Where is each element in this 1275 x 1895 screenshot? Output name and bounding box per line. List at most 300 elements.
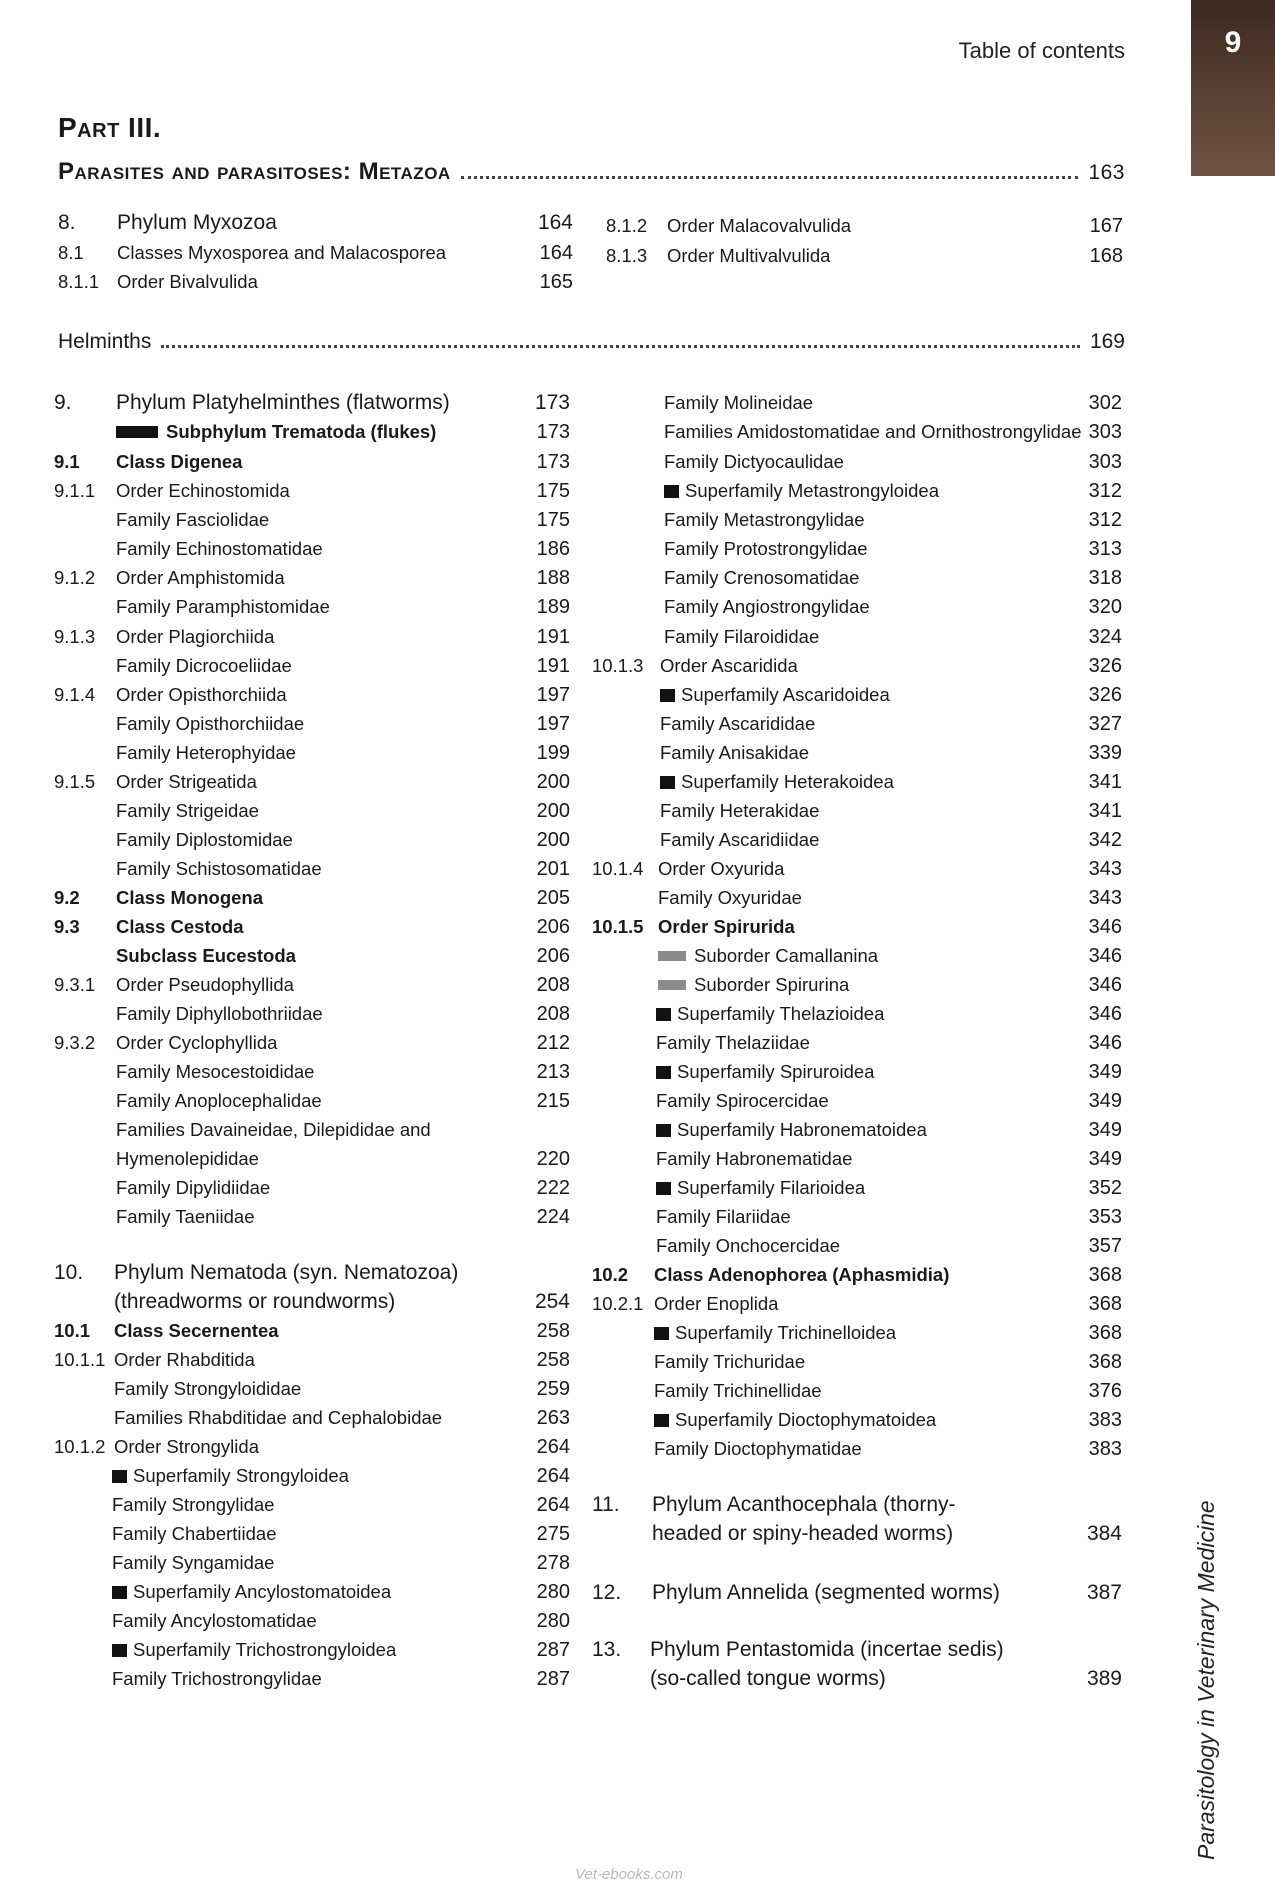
toc-entry <box>54 827 570 853</box>
entry-label-text: Family Mesocestoididae <box>116 1061 315 1082</box>
entry-page: 368 <box>1088 1264 1122 1286</box>
entry-page: 206 <box>536 916 570 938</box>
entry-label <box>664 390 813 416</box>
entry-label: Classes Myxosporea and Malacosporea <box>117 242 447 263</box>
toc-entry <box>592 594 1122 620</box>
entry-number: 10.1 <box>54 1320 91 1341</box>
entry-label <box>656 1146 852 1172</box>
entry-label-text: Family Chabertiidae <box>112 1523 277 1544</box>
entry-page: 280 <box>536 1610 570 1632</box>
toc-entry <box>54 565 570 591</box>
toc-entry <box>54 653 570 679</box>
entry-page: 313 <box>1088 538 1122 560</box>
toc-entry <box>54 1521 570 1547</box>
toc-entry <box>592 1030 1122 1056</box>
entry-label <box>114 1260 458 1286</box>
entry-page: 264 <box>536 1494 570 1516</box>
entry-label: Order Multivalvulida <box>667 245 831 266</box>
entry-page: 164 <box>537 211 573 234</box>
entry-label-text: (threadworms or roundworms) <box>114 1290 396 1313</box>
entry-label <box>116 449 242 475</box>
toc-entry <box>592 1291 1122 1317</box>
toc-entry <box>54 1289 570 1315</box>
entry-label-text: Subclass Eucestoda <box>116 945 296 966</box>
entry-number: 11. <box>592 1493 620 1516</box>
square-marker-icon <box>660 689 675 702</box>
entry-label <box>660 653 798 679</box>
entry-label-text: Order Amphistomida <box>116 567 285 588</box>
entry-label <box>656 1233 840 1259</box>
entry-page: 303 <box>1088 451 1122 473</box>
entry-label <box>116 914 244 940</box>
part-page: 163 <box>1088 161 1125 184</box>
toc-entry <box>54 1117 570 1143</box>
toc-entry <box>592 1407 1122 1433</box>
entry-label <box>116 682 287 708</box>
square-marker-icon <box>656 1066 671 1079</box>
spine-wrap <box>1190 1460 1230 1860</box>
toc-entry <box>54 1492 570 1518</box>
entry-page: 259 <box>536 1378 570 1400</box>
square-marker-icon <box>660 776 675 789</box>
toc-entry <box>54 1175 570 1201</box>
toc-entry <box>592 711 1122 737</box>
toc-entry <box>592 1666 1122 1692</box>
entry-label <box>116 1175 270 1201</box>
square-marker-icon <box>664 485 679 498</box>
toc-entry <box>592 1001 1122 1027</box>
toc-entry <box>54 507 570 533</box>
entry-label-text: Order Echinostomida <box>116 480 290 501</box>
entry-label <box>116 507 269 533</box>
entry-number: 13. <box>592 1638 622 1661</box>
entry-label <box>664 507 865 533</box>
entry-label-text: Family Onchocercidae <box>656 1235 841 1256</box>
entry-label <box>112 1521 277 1547</box>
toc-entry <box>592 769 1122 795</box>
entry-label-text: Family Angiostrongylidae <box>664 596 870 617</box>
entry-label-text: Superfamily Ancylostomatoidea <box>133 1581 392 1602</box>
entry-label <box>656 1030 810 1056</box>
entry-number: 10.1.4 <box>592 858 644 879</box>
entry-label-text: Superfamily Habronematoidea <box>677 1119 927 1140</box>
entry-page: 206 <box>536 945 570 967</box>
entry-label-text: Superfamily Metastrongyloidea <box>685 480 939 501</box>
entry-label <box>116 943 296 969</box>
toc-entry <box>592 449 1122 475</box>
entry-page: 213 <box>536 1061 570 1083</box>
entry-label-text: Family Ascaridiidae <box>660 829 820 850</box>
entry-page: 389 <box>1086 1667 1122 1690</box>
entry-label <box>654 1378 822 1404</box>
entry-label <box>660 711 815 737</box>
toc-entry <box>58 210 573 236</box>
toc-entry <box>592 1637 1122 1663</box>
entry-page: 312 <box>1088 480 1122 502</box>
entry-label <box>656 1117 927 1143</box>
entry-label-text: Superfamily Heterakoidea <box>681 771 894 792</box>
entry-label <box>656 1204 791 1230</box>
entry-page: 208 <box>536 1003 570 1025</box>
entry-label-text: Family Trichostrongylidae <box>112 1668 322 1689</box>
entry-label <box>114 1434 259 1460</box>
entry-label <box>664 594 870 620</box>
header-title: Table of contents <box>958 38 1125 63</box>
helminths-row <box>58 330 1125 354</box>
toc-entry <box>54 1146 570 1172</box>
entry-label <box>116 740 296 766</box>
toc-entry <box>54 1637 570 1663</box>
entry-label-text: Phylum Nematoda (syn. Nematozoa) <box>114 1261 459 1284</box>
entry-label-text: Family Ascarididae <box>660 713 816 734</box>
entry-page: 349 <box>1088 1061 1122 1083</box>
entry-page: 199 <box>536 742 570 764</box>
entry-page: 324 <box>1088 626 1122 648</box>
entry-page: 200 <box>536 771 570 793</box>
entry-label <box>116 390 450 416</box>
toc-entry <box>592 624 1122 650</box>
toc-entry <box>54 1088 570 1114</box>
entry-label-text: Family Trichuridae <box>654 1351 806 1372</box>
entry-page: 383 <box>1088 1438 1122 1460</box>
entry-label <box>664 449 844 475</box>
toc-entry <box>592 1146 1122 1172</box>
entry-page: 320 <box>1088 596 1122 618</box>
entry-label-text: Phylum Annelida (segmented worms) <box>652 1581 1000 1604</box>
entry-label <box>658 943 878 969</box>
gray-bar-marker-icon <box>658 980 686 990</box>
toc-entry <box>58 269 573 295</box>
entry-label <box>650 1666 886 1692</box>
entry-label <box>664 536 868 562</box>
toc-entry <box>592 1436 1122 1462</box>
toc-entry <box>592 943 1122 969</box>
entry-number: 9.1.1 <box>54 480 96 501</box>
entry-label-text: Superfamily Strongyloidea <box>133 1465 349 1486</box>
entry-label-text: Order Enoplida <box>654 1293 779 1314</box>
entry-label <box>116 536 323 562</box>
toc-entry <box>592 1492 1122 1518</box>
toc-entry <box>54 1608 570 1634</box>
entry-number: 8.1.2 <box>606 215 648 236</box>
square-marker-icon <box>654 1327 669 1340</box>
toc-entry <box>592 914 1122 940</box>
entry-page: 341 <box>1088 771 1122 793</box>
entry-page: 346 <box>1088 1032 1122 1054</box>
entry-label <box>664 624 819 650</box>
entry-number: 9.1.3 <box>54 626 96 647</box>
entry-label-text: Suborder Spirurina <box>694 974 850 995</box>
entry-label-text: Family Ancylostomatidae <box>112 1610 317 1631</box>
toc-entry <box>54 711 570 737</box>
entry-label-text: Phylum Acanthocephala (thorny- <box>652 1493 956 1516</box>
entry-number: 9.3.2 <box>54 1032 96 1053</box>
square-marker-icon <box>656 1008 671 1021</box>
entry-label <box>656 1059 874 1085</box>
entry-number: 8.1 <box>58 242 84 263</box>
toc-entry <box>54 856 570 882</box>
toc-entry <box>592 1204 1122 1230</box>
entry-page: 220 <box>536 1148 570 1170</box>
entry-label-text: Family Protostrongylidae <box>664 538 868 559</box>
entry-page: 173 <box>536 421 570 443</box>
entry-label-text: Suborder Camallanina <box>694 945 879 966</box>
square-marker-icon <box>112 1470 127 1483</box>
entry-number: 9. <box>54 391 72 414</box>
entry-page: 346 <box>1088 974 1122 996</box>
entry-label <box>116 856 322 882</box>
entry-page: 175 <box>536 480 570 502</box>
entry-label-text: Family Trichinellidae <box>654 1380 822 1401</box>
toc-entry <box>54 682 570 708</box>
entry-label-text: Order Spirurida <box>658 916 795 937</box>
entry-page: 224 <box>536 1206 570 1228</box>
entry-label-text: Superfamily Trichostrongyloidea <box>133 1639 397 1660</box>
toc-entry <box>592 507 1122 533</box>
toc-entry <box>592 1059 1122 1085</box>
gray-bar-marker-icon <box>658 951 686 961</box>
left-column <box>54 390 570 1690</box>
entry-number: 12. <box>592 1581 622 1604</box>
entry-label <box>112 1463 349 1489</box>
entry-label-text: Families Rhabditidae and Cephalobidae <box>114 1407 443 1428</box>
entry-page: 302 <box>1088 392 1122 414</box>
entry-label-text: Order Opisthorchiida <box>116 684 287 705</box>
entry-page: 191 <box>536 626 570 648</box>
entry-label <box>116 1001 323 1027</box>
entry-label-text: Superfamily Spiruroidea <box>677 1061 875 1082</box>
toc-entry <box>54 769 570 795</box>
toc-entry <box>54 1463 570 1489</box>
entry-label-text: Family Dictyocaulidae <box>664 451 844 472</box>
entry-number: 10.1.2 <box>54 1436 106 1457</box>
toc-entry <box>54 1030 570 1056</box>
entry-label-text: Order Rhabditida <box>114 1349 255 1370</box>
toc-entry <box>54 1318 570 1344</box>
toc-entry <box>592 972 1122 998</box>
entry-page: 376 <box>1088 1380 1122 1402</box>
toc-entry <box>592 1088 1122 1114</box>
entry-label-text: Family Dioctophymatidae <box>654 1438 862 1459</box>
entry-label-text: Family Molineidae <box>664 392 814 413</box>
entry-label <box>654 1291 778 1317</box>
toc-entry <box>54 1550 570 1576</box>
entry-label <box>660 827 819 853</box>
entry-page: 346 <box>1088 916 1122 938</box>
entry-label <box>660 740 809 766</box>
entry-label <box>658 972 849 998</box>
entry-label-text: Family Habronematidae <box>656 1148 853 1169</box>
entry-page: 263 <box>536 1407 570 1429</box>
square-marker-icon <box>654 1414 669 1427</box>
toc-entry <box>592 1349 1122 1375</box>
toc-entry <box>54 1204 570 1230</box>
entry-label <box>654 1436 862 1462</box>
entry-page: 280 <box>536 1581 570 1603</box>
entry-label <box>664 419 1082 445</box>
toc-entry <box>54 972 570 998</box>
toc-entry <box>54 943 570 969</box>
entry-page: 327 <box>1088 713 1122 735</box>
toc-entry <box>54 1001 570 1027</box>
entry-label <box>654 1320 896 1346</box>
toc-entry <box>54 1347 570 1373</box>
entry-label <box>112 1550 274 1576</box>
entry-label-text: Family Schistosomatidae <box>116 858 322 879</box>
toc-entry <box>54 740 570 766</box>
square-marker-icon <box>656 1182 671 1195</box>
entry-label-text: Class Adenophorea (Aphasmidia) <box>654 1264 950 1285</box>
entry-page: 343 <box>1088 858 1122 880</box>
toc-entry <box>592 885 1122 911</box>
toc-entry <box>54 885 570 911</box>
toc-entry <box>592 798 1122 824</box>
entry-page: 264 <box>536 1465 570 1487</box>
toc-entry <box>592 390 1122 416</box>
entry-number: 9.2 <box>54 887 80 908</box>
entry-page: 349 <box>1088 1090 1122 1112</box>
toc-entry <box>54 478 570 504</box>
entry-label <box>656 1175 865 1201</box>
entry-label-text: (so-called tongue worms) <box>650 1667 886 1690</box>
entry-number: 8. <box>58 211 76 234</box>
toc-entry <box>54 1666 570 1692</box>
toc-entry <box>592 653 1122 679</box>
entry-page: 215 <box>536 1090 570 1112</box>
entry-page: 387 <box>1086 1581 1122 1604</box>
entry-label-text: Superfamily Ascaridoidea <box>681 684 890 705</box>
entry-label-text: Family Filaroididae <box>664 626 820 647</box>
entry-label <box>116 478 290 504</box>
part-title-row <box>58 158 1125 186</box>
entry-label <box>116 419 436 445</box>
toc-entry <box>592 419 1122 445</box>
entry-label <box>658 856 784 882</box>
entry-page: 258 <box>536 1349 570 1371</box>
entry-page: 326 <box>1088 655 1122 677</box>
entry-number: 9.3 <box>54 916 80 937</box>
part-label: Part III. <box>58 112 162 143</box>
entry-label: Order Bivalvulida <box>117 271 258 292</box>
entry-page: 341 <box>1088 800 1122 822</box>
toc-entry <box>54 1059 570 1085</box>
entry-page: 264 <box>536 1436 570 1458</box>
entry-label-text: Families Davaineidae, Dilepididae and <box>116 1119 431 1140</box>
entry-label-text: Class Monogena <box>116 887 263 908</box>
entry-label-text: Family Anisakidae <box>660 742 810 763</box>
entry-number: 9.1.4 <box>54 684 96 705</box>
square-marker-icon <box>112 1644 127 1657</box>
entry-label-text: Order Cyclophyllida <box>116 1032 278 1053</box>
entry-page: 346 <box>1088 1003 1122 1025</box>
entry-page: 212 <box>536 1032 570 1054</box>
entry-label <box>656 1088 829 1114</box>
entry-page: 384 <box>1086 1522 1122 1545</box>
watermark: Vet-ebooks.com <box>575 1866 683 1883</box>
entry-label <box>650 1637 1004 1663</box>
entry-label <box>114 1318 279 1344</box>
entry-label-text: Families Amidostomatidae and Ornithostrongylidae <box>664 421 1082 442</box>
entry-label <box>116 1117 431 1143</box>
entry-label <box>652 1580 1000 1606</box>
entry-label-text: Family Anoplocephalidae <box>116 1090 322 1111</box>
toc-entry <box>54 798 570 824</box>
entry-label-text: Family Spirocercidae <box>656 1090 829 1111</box>
entry-label-text: Class Digenea <box>116 451 243 472</box>
toc-entry <box>54 914 570 940</box>
entry-page: 278 <box>536 1552 570 1574</box>
entry-label <box>116 769 257 795</box>
entry-label <box>116 827 293 853</box>
entry-page: 368 <box>1088 1322 1122 1344</box>
entry-page: 275 <box>536 1523 570 1545</box>
entry-label <box>664 565 859 591</box>
entry-label-text: Superfamily Trichinelloidea <box>675 1322 897 1343</box>
entry-page: 173 <box>536 451 570 473</box>
myxozoa-left-column <box>58 210 573 300</box>
entry-page: 197 <box>536 713 570 735</box>
entry-page: 164 <box>539 242 573 264</box>
entry-page: 208 <box>536 974 570 996</box>
entry-label-text: Family Opisthorchiidae <box>116 713 305 734</box>
leader-dots <box>161 345 1080 348</box>
entry-label-text: Superfamily Filarioidea <box>677 1177 866 1198</box>
toc-entry <box>592 1378 1122 1404</box>
entry-label-text: Order Oxyurida <box>658 858 785 879</box>
entry-label <box>112 1637 396 1663</box>
entry-label <box>112 1492 274 1518</box>
entry-label <box>116 798 259 824</box>
entry-label <box>656 1001 884 1027</box>
entry-page: 175 <box>536 509 570 531</box>
entry-page: 222 <box>536 1177 570 1199</box>
entry-label <box>660 769 894 795</box>
entry-page: 173 <box>534 391 570 414</box>
entry-page: 357 <box>1088 1235 1122 1257</box>
entry-label <box>116 711 304 737</box>
square-marker-icon <box>656 1124 671 1137</box>
entry-page: 346 <box>1088 945 1122 967</box>
entry-label-text: Family Diplostomidae <box>116 829 293 850</box>
entry-label-text: Family Paramphistomidae <box>116 596 330 617</box>
entry-label-text: headed or spiny-headed worms) <box>652 1522 954 1545</box>
toc-entry <box>54 390 570 416</box>
entry-label <box>114 1405 442 1431</box>
entry-label-text: Class Secernentea <box>114 1320 279 1341</box>
entry-label <box>654 1262 949 1288</box>
entry-label <box>652 1521 953 1547</box>
entry-label <box>652 1492 956 1518</box>
entry-label <box>116 1088 322 1114</box>
toc-entry <box>54 1434 570 1460</box>
entry-label-text: Family Filariidae <box>656 1206 791 1227</box>
toc-entry <box>592 1580 1122 1606</box>
entry-label-text: Family Taeniidae <box>116 1206 255 1227</box>
entry-label <box>660 682 890 708</box>
entry-label-text: Class Cestoda <box>116 916 244 937</box>
toc-entry <box>592 1233 1122 1259</box>
entry-label-text: Family Diphyllobothriidae <box>116 1003 323 1024</box>
entry-label-text: Subphylum Trematoda (flukes) <box>166 421 437 442</box>
entry-page: 287 <box>536 1668 570 1690</box>
entry-label-text: Order Strigeatida <box>116 771 257 792</box>
square-marker-icon <box>112 1586 127 1599</box>
entry-page: 353 <box>1088 1206 1122 1228</box>
toc-entry <box>54 449 570 475</box>
entry-label-text: Order Strongylida <box>114 1436 259 1457</box>
entry-page: 205 <box>536 887 570 909</box>
entry-number: 10.1.5 <box>592 916 644 937</box>
